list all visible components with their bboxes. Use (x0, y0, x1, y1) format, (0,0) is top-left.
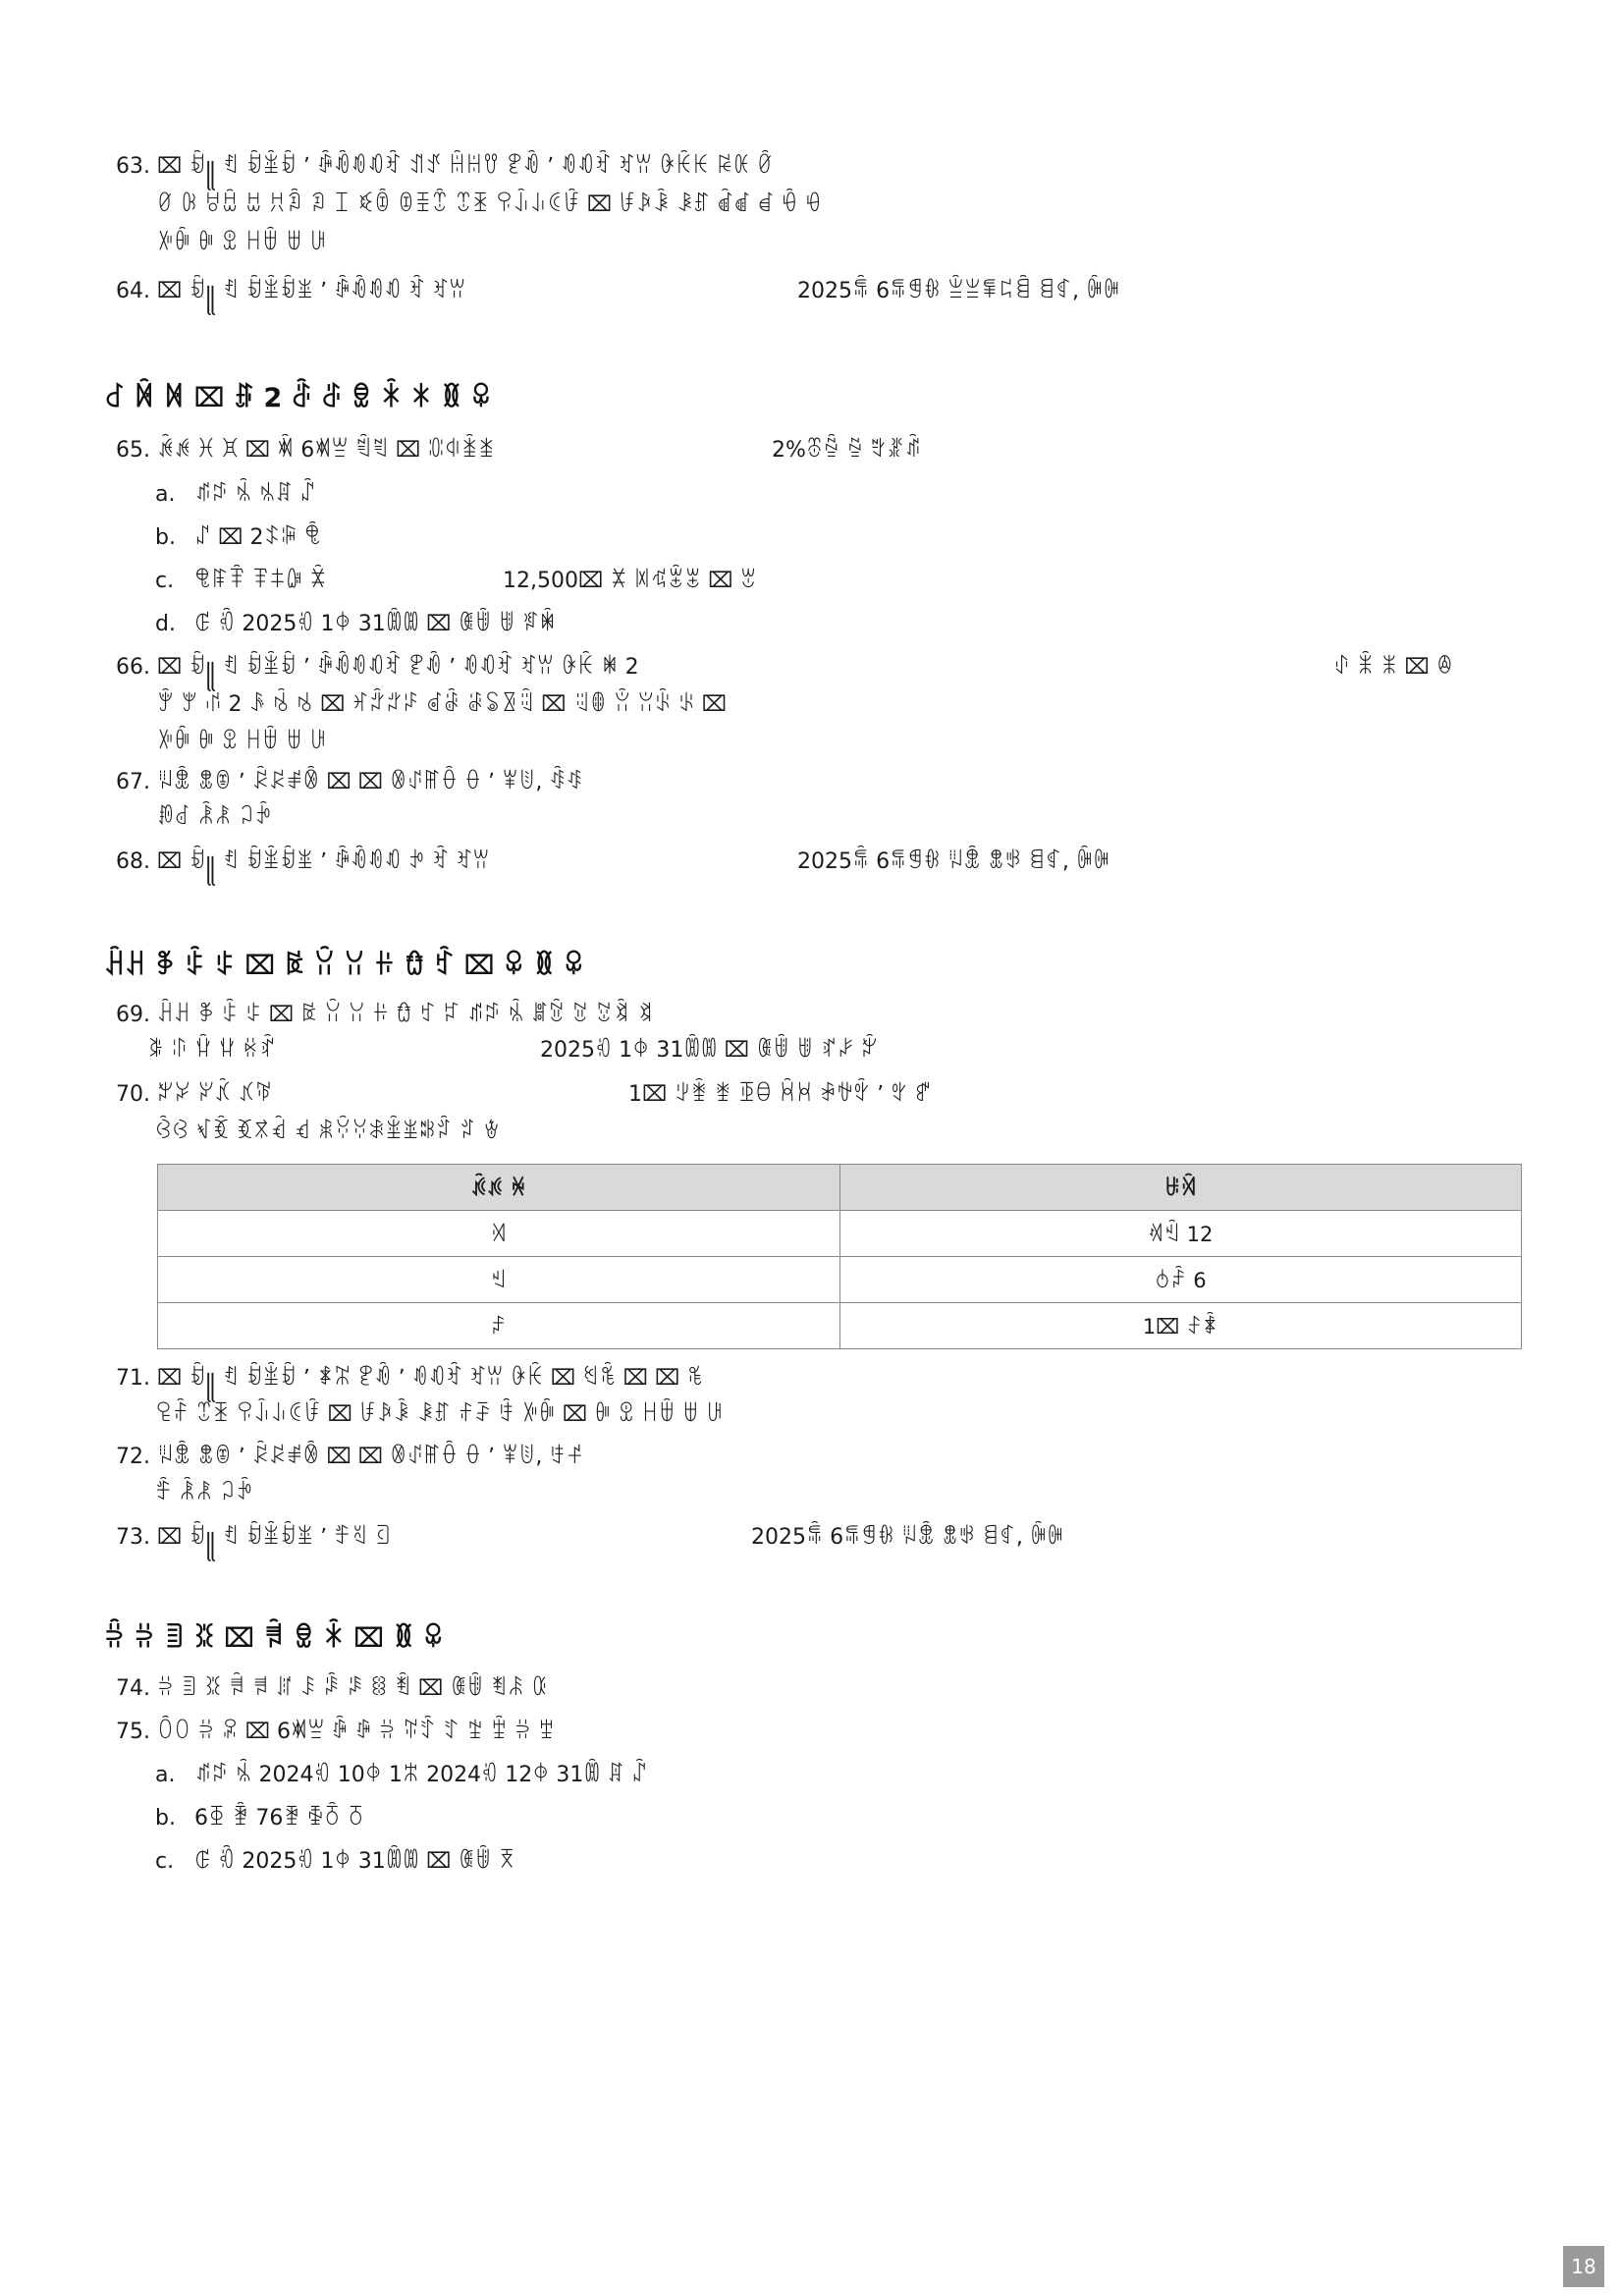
table-cell: ꄏ (158, 1303, 840, 1349)
q65-option-d (155, 610, 556, 639)
q75-option-a (155, 1761, 648, 1790)
q73-line-1-tail: 2025ꁃ 6ꁄꁅꁆ ꂫꂬ ꂭꃃ ꁌꁍ, ꁎꁏ (751, 1525, 1064, 1550)
option-label: d. (155, 612, 176, 636)
table-cell: ꄊꄋ 12 (839, 1211, 1522, 1257)
option-label: c. (155, 1849, 175, 1874)
data-table (157, 1164, 1522, 1349)
section-heading-1: ꁐ ꁑ ꁒ ⌧ ꁓ 2 ꁔ ꁕ ꁖ ꁗ ꁘ ꁙ ꁚ (104, 383, 492, 413)
option-text: ꂅ ꂆ 2025ꂇ 1ꂈ 31ꂉꂊ ⌧ ꂋꂌ ꅃ (194, 1849, 515, 1874)
q71-line-2: ꄗꄘ ꀪꀫ ꀬꀭꀮꀯꀰ ⌧ ꀱꀲꀳ ꀴꀵ ꄙꄚ ꄛ ꀻꀼ ⌧ ꀽ ꀾ ꀿꁀ ꁁ ꁂ (155, 1402, 724, 1427)
table-header-cell: ꄇꄈ (839, 1165, 1522, 1211)
option-label: a. (155, 482, 176, 507)
q66-line-1: 66. ⌧ ꀁ꧋ ꈓ ꀁꃾꀁ ʼ ꄴꀐꀑꀒꀓ ꀏꀐ ʼ ꀑꀒꀓ ꀔꀕ ꀖꀗ ꂐ 2 (116, 655, 639, 680)
option-text: ꁸꁹꁺ ꁻꁼꁽ ꁾ (194, 569, 327, 593)
page-number-badge: 18 (1563, 2246, 1604, 2287)
option-text: ꁴ ⌧ 2ꁵꁶ ꁷ (194, 525, 322, 550)
q65-line-1-tail: 2%ꁨꁩ ꁪ ꁫꁬꁭ (772, 438, 922, 463)
q65-option-b (155, 523, 321, 553)
q66-line-3: ꀻꀼ ꀽ ꀾ ꀿꁀ ꁁ ꁂ (157, 730, 327, 754)
option-text: ꁮꁯ ꁰ 2024ꂇ 10ꂈ 1ꄼ 2024ꂇ 12ꂈ 31ꂉ ꁲ ꁳ (194, 1763, 648, 1787)
table-cell: ꄌ (158, 1257, 840, 1303)
q74-line-1: 74. ꄣ ꄤ ꄥ ꄦ ꄧ ꄨ ꄩ ꄪ ꄫ ꄬ ꄭ ⌧ ꂋꂌ ꄮꄯ ꄰ (116, 1676, 549, 1701)
q63-line-2: ꀜ ꀝ ꀞꀟ ꀠ ꀡꀢ ꀣ ꀤ ꀥꀦ ꀧꀨꀩ ꀪꀫ ꀬꀭꀮꀯꀰ ⌧ ꀱꀲꀳ ꀴꀵ ꀶꀷ ꀸ ꀹ ꀺ (157, 192, 823, 217)
q69-line-1: 69. ꃄꃅ ꃆ ꃇ ꃈ ⌧ ꃉ ꃊ ꃋ ꃌ ꃍ ꃏ ꃐ ꁮꁯ ꁰ ꃑꃒ ꃓ ꃔꃕ ꃖ (116, 1003, 654, 1027)
q66-line-1-tail: ꂑ ꂒ ꂓ ⌧ ꂔ (1333, 655, 1454, 680)
option-label: c. (155, 569, 175, 593)
q63-line-1: 63. ⌧ ꀁ꧋ ꈓ ꀁꃾꀁ ʼ ꄴꀐꀑꀒꀓ ꀊꀋ ꀌꀍꀎ ꀏꀐ ʼ ꀑꀒꀓ ꀔꀕ ꀖꀗꀘ ꀙꀚ ꀛ (116, 154, 775, 179)
q72-line-1: 72. ꂫꂬ ꂭꂮ ʼ ꂯꂰꂱꂲ ⌧ ⌧ ꂳꂴꂵꂶ ꂷ ʼ ꂸꂹ, ꄜꄝ (116, 1445, 583, 1469)
option-label: a. (155, 1763, 176, 1787)
q64-line-1-tail: 2025ꁃ 6ꁄꁅꁆ ꁇꁈꁉꁊꁋ ꁌꁍ, ꁎꁏ (797, 279, 1120, 303)
option-label: b. (155, 1806, 176, 1831)
option-text: 6ꄽ ꄾ 76ꄿ ꅀꅁ ꅂ (194, 1806, 365, 1831)
q73-line-1: 73. ⌧ ꀁ꧋ ꈓ ꀁꃾꀁꃿ ʼ ꄟꄠ ꄡ (116, 1525, 392, 1550)
q65-option-a (155, 480, 316, 510)
section-heading-3: ꄢ ꄣ ꄤ ꄥ ⌧ ꄦ ꁖ ꁗ ⌧ ꁙ ꁚ (104, 1623, 445, 1654)
q67-line-1: 67. ꂫꂬ ꂭꂮ ʼ ꂯꂰꂱꂲ ⌧ ⌧ ꂳꂴꂵꂶ ꂷ ʼ ꂸꂹ, ꂺꂻ (116, 770, 583, 794)
q68-line-1: 68. ⌧ ꀁ꧋ ꈓ ꀁꃾꀁꃿ ʼ ꄴꀐꀑꀒ ꃂ ꀓ ꀔꀕ (116, 849, 490, 874)
q70-line-2: ꃲꃳ ꃴꃵ ꃶꃷꃸ ꃹ ꃺꃻꃼꃽꃾꃿꄀꄁ ꄂ ꄃ (155, 1120, 501, 1144)
q75-option-b (155, 1804, 364, 1833)
q75-option-c (155, 1847, 515, 1877)
q72-line-2: ꄞ ꂾꂿ ꃀꃁ (155, 1481, 253, 1505)
option-label: b. (155, 525, 176, 550)
table-cell: ꄍꄎ 6 (839, 1257, 1522, 1303)
option-text: ꁮꁯ ꁰ ꁱꁲ ꁳ (194, 482, 317, 507)
q66-line-2: ꂕ ꂖ ꂗ 2 ꂘ ꂙ ꂚ ⌧ ꂛꂜꂝꂞ ꂟꂠ ꂡꂢꂣꂤ ⌧ ꂥꂦ ꂧ ꂨꂩ ꂪ ⌧ (157, 692, 728, 717)
table-cell: 1⌧ ꄐꄑ (839, 1303, 1522, 1349)
q65-option-c (155, 567, 326, 596)
q67-line-2: ꂼꂽ ꂾꂿ ꃀꃁ (157, 805, 273, 830)
option-text: ꂅ ꂆ 2025ꂇ 1ꂈ 31ꂉꂊ ⌧ ꂋꂌ ꂍ ꂎꂏ (194, 612, 557, 636)
q63-line-3: ꀻꀼ ꀽ ꀾ ꀿꁀ ꁁ ꁂ (157, 231, 327, 255)
q71-line-1: 71. ⌧ ꀁ꧋ ꈓ ꀁꃾꀁ ʼ ꄒꄓ ꀏꀐ ʼ ꀑꀒꀓ ꀔꀕ ꀖꀗ ⌧ ꄔꄕ ⌧ ⌧ ꄖ (116, 1366, 704, 1391)
q68-line-1-tail: 2025ꁃ 6ꁄꁅꁆ ꂫꂬ ꂭꃃ ꁌꁍ, ꁎꁏ (797, 849, 1110, 874)
q69-line-2-tail: 2025ꂇ 1ꂈ 31ꂉꂊ ⌧ ꂋꂌ ꂍ ꃝꃞ ꃟ (540, 1038, 879, 1063)
table-cell: ꄉ (158, 1211, 840, 1257)
section-heading-2: ꃄꃅ ꃆ ꃇ ꃈ ⌧ ꃉ ꃊ ꃋ ꃌ ꃍ ꃎ ⌧ ꁚ ꁙ ꁚ (104, 951, 585, 981)
q64-line-1: 64. ⌧ ꀁ꧋ ꈓ ꀁꃾꀁꃿ ʼ ꄴꀐꀑꀒ ꀓ ꀔꀕ (116, 279, 466, 303)
table-header-row (158, 1165, 1522, 1211)
table-header-cell: ꄄꄅ ꄆ (158, 1165, 840, 1211)
table-row (158, 1257, 1522, 1303)
q65-option-c-tail: 12,500⌧ ꁿ ꂀꂁꂂꂃ ⌧ ꂄ (503, 569, 757, 593)
q70-line-1: 70. ꃠꃡ ꃢꃣ ꃤꃥ (116, 1082, 273, 1107)
q65-line-1: 65. ꁛꁜ ꁝ ꁞ ⌧ ꁟ 6ꁠꁡ ꁢꁣ ⌧ ꁤꁥꁦꁧ (116, 438, 496, 463)
table-row (158, 1303, 1522, 1349)
table-row (158, 1211, 1522, 1257)
q75-line-1: 75. ꄱꄲ ꄣ ꄳ ⌧ 6ꁠꁡ ꄴ ꄵ ꄣ ꄶꄷ ꄸ ꄹ ꄺ ꄣ ꄻ (116, 1720, 556, 1744)
q69-line-2: ꃗ ꃘ ꃙ ꃚ ꃛꃜ (147, 1038, 277, 1063)
q70-line-1-tail: 1⌧ ꃦꃧ ꃨ ꃩꃪ ꃫꃬ ꃭꃮꃯ ʼ ꃰ ꃱ (628, 1082, 932, 1107)
